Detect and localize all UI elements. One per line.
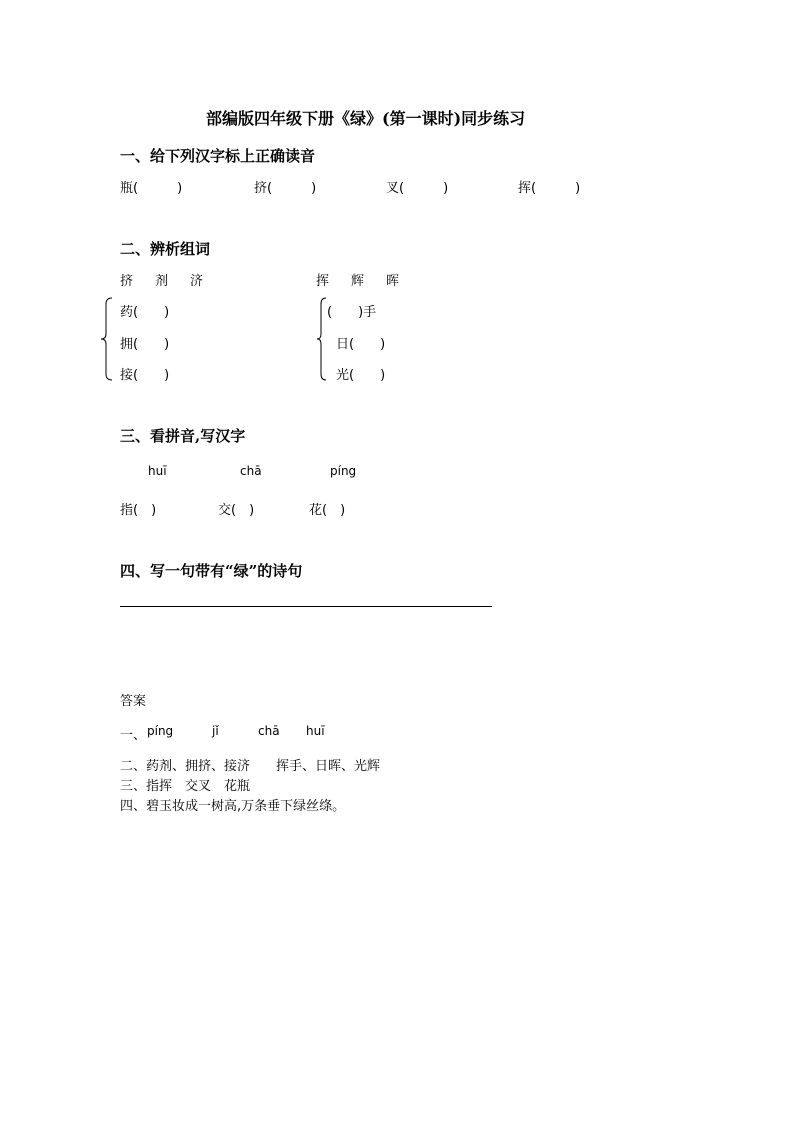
answer-line xyxy=(120,606,492,607)
group-b-item: 日( ) xyxy=(336,337,386,352)
group-b-char: 挥 xyxy=(316,274,330,289)
pinyin-prompt: chā xyxy=(240,464,262,478)
answers-label: 答案 xyxy=(120,694,147,709)
page-title: 部编版四年级下册《绿》(第一课时)同步练习 xyxy=(206,109,526,128)
group-a-item: 接( ) xyxy=(120,368,170,383)
section-2-heading: 二、辨析组词 xyxy=(120,240,211,258)
group-a-item: 药( ) xyxy=(120,305,170,320)
group-b-item: ( )手 xyxy=(327,305,377,320)
group-b-char: 辉 xyxy=(351,274,365,289)
answer-1-prefix: 一、 xyxy=(120,728,147,743)
section-3-heading: 三、看拼音,写汉字 xyxy=(120,427,246,445)
pinyin-prompt: huī xyxy=(148,464,167,478)
pinyin-prompt: píng xyxy=(330,464,357,478)
write-item: 花( ) xyxy=(309,503,346,518)
answer-1-pinyin: chā xyxy=(258,724,280,738)
group-a-item: 拥( ) xyxy=(120,337,170,352)
answer-1-pinyin: jǐ xyxy=(212,724,219,738)
answer-4: 四、碧玉妆成一树高,万条垂下绿丝绦。 xyxy=(120,799,346,814)
group-a-char: 剂 xyxy=(155,274,169,289)
group-b-item: 光( ) xyxy=(336,368,386,383)
left-brace xyxy=(100,296,114,382)
reading-item: 挤( ) xyxy=(254,181,317,196)
reading-item: 瓶( ) xyxy=(120,181,183,196)
section-4-heading: 四、写一句带有“绿”的诗句 xyxy=(120,562,303,580)
answer-2: 二、药剂、拥挤、接济 挥手、日晖、光辉 xyxy=(120,759,381,774)
section-1-heading: 一、给下列汉字标上正确读音 xyxy=(120,147,316,165)
group-b-char: 晖 xyxy=(386,274,400,289)
answer-1-pinyin: huī xyxy=(306,724,325,738)
group-a-char: 济 xyxy=(190,274,204,289)
answer-1-pinyin: píng xyxy=(147,724,174,738)
reading-item: 叉( ) xyxy=(386,181,449,196)
write-item: 指( ) xyxy=(120,503,157,518)
write-item: 交( ) xyxy=(218,503,255,518)
group-a-char: 挤 xyxy=(120,274,134,289)
reading-item: 挥( ) xyxy=(518,181,581,196)
answer-3: 三、指挥 交叉 花瓶 xyxy=(120,779,251,794)
